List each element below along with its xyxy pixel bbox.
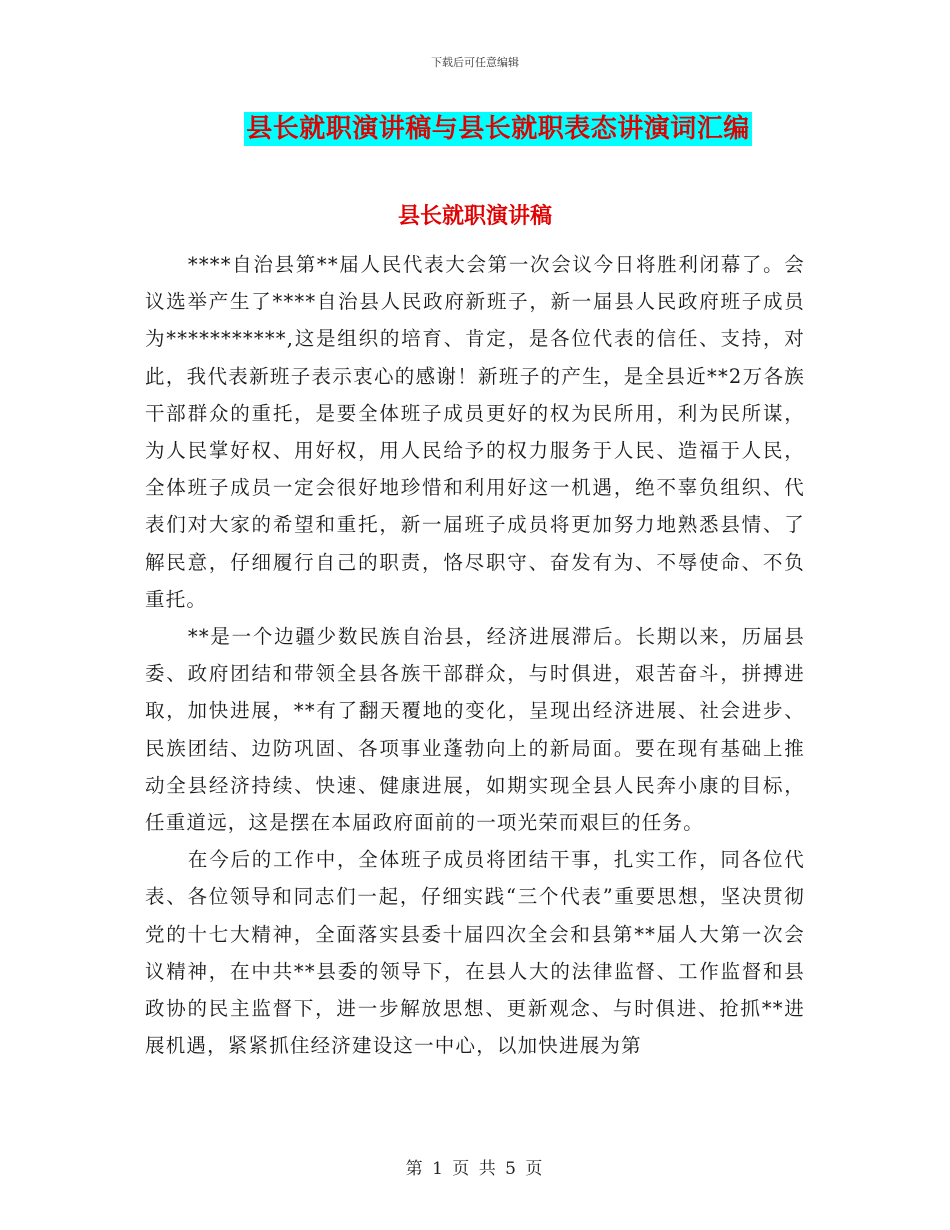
page-number-footer: 第 1 页 共 5 页 [405,1159,545,1179]
document-title-container [0,112,950,146]
section-title: 县长就职演讲稿 [397,204,552,229]
paragraph-3: 在今后的工作中，全体班子成员将团结干事，扎实工作，同各位代表、各位领导和同志们一起，仔细实践“三个代表”重要思想，坚决贯彻党的十七大精神，全面落实县委十届四次全会和县第**届人大第一次会议精神，在中共**县委的领导下，在县人大的法律监督、工作监督和县政协的民主监督下，进一步解放思想、更新观念、与时俱进、抢抓**进展机遇，紧紧抓住经济建设这一中心，以加快进展为第 [145,848,805,1058]
paragraph-1: ****自治县第**届人民代表大会第一次会议今日将胜利闭幕了。会议选举产生了****自治县人民政府新班子，新一届县人民政府班子成员为***********,这是组织的培育、肯定，是各位代表的信任、支持，对此，我代表新班子表示衷心的感谢！新班子的产生，是全县近**2万各族干部群众的重托，是要全体班子成员更好的权为民所用，利为民所谋，为人民掌好权、用好权，用人民给予的权力服务于人民、造福于人民，全体班子成员一定会很好地珍惜和利用好这一机遇，绝不辜负组织、代表们对大家的希望和重托，新一届班子成员将更加努力地熟悉县情、了解民意，仔细履行自己的职责，恪尽职守、奋发有为、不辱使命、不负重托。 [145,253,805,611]
paragraph-2: **是一个边疆少数民族自治县，经济进展滞后。长期以来，历届县委、政府团结和带领全县各族干部群众，与时俱进，艰苦奋斗，拼搏进取，加快进展，**有了翻天覆地的变化，呈现出经济进展、社会进步、民族团结、边防巩固、各项事业蓬勃向上的新局面。要在现有基础上推动全县经济持续、快速、健康进展，如期实现全县人民奔小康的目标，任重道远，这是摆在本届政府面前的一项光荣而艰巨的任务。 [145,625,805,835]
document-body [145,246,805,1064]
page-header-note: 下载后可任意编辑 [431,56,519,69]
document-title: 县长就职演讲稿与县长就职表态讲演词汇编 [246,114,750,144]
